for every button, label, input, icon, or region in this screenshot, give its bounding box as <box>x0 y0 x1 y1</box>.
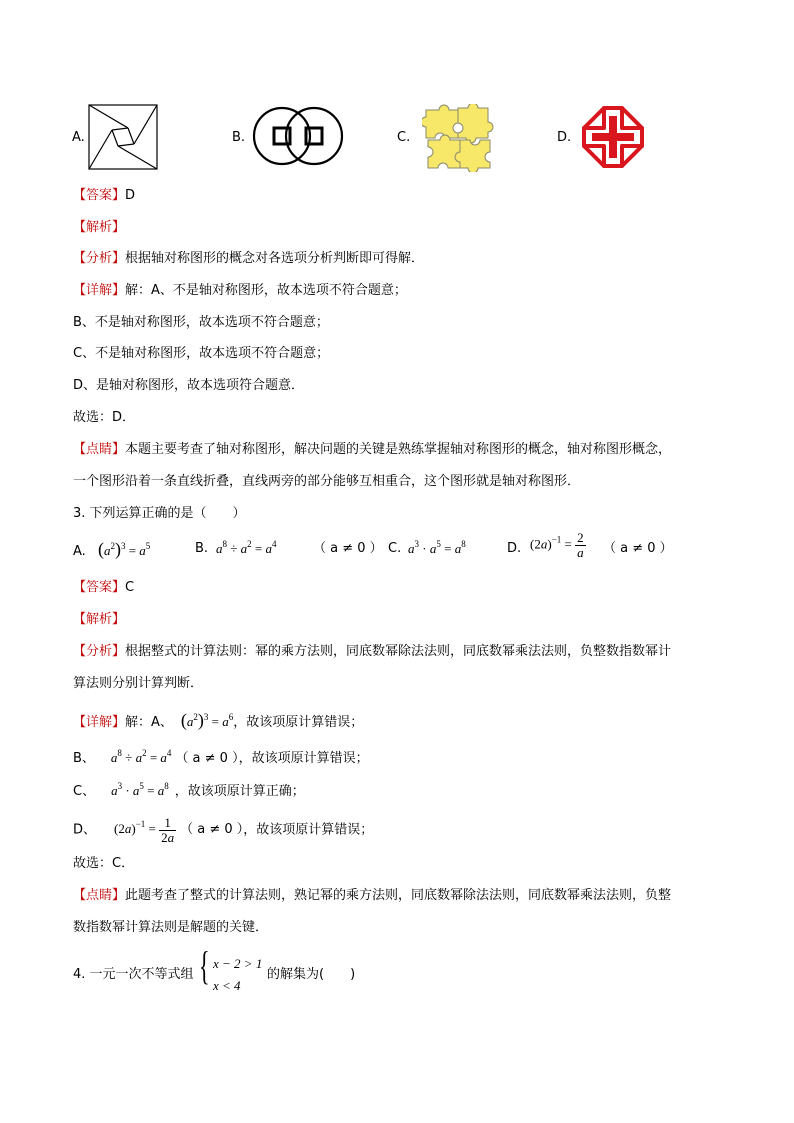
q3-detail-a-formula: $(a^2)^3 = a^6$ <box>180 710 234 730</box>
q2-detail-a: 解：A、不是轴对称图形，故本选项不符合题意； <box>125 283 407 298</box>
q2-choose: 故选：D． <box>73 410 136 425</box>
q2-answer-line <box>73 187 135 205</box>
fenxi-tag: 【分析】 <box>73 644 126 659</box>
q3-opt-b-cond: （ a ≠ 0 ） <box>313 541 383 556</box>
q3-detail-b-formula: $a^8 \div a^2 = a^4$ <box>110 748 172 765</box>
option-b-label: B. <box>232 130 246 145</box>
q4-brace: { <box>199 943 210 988</box>
q2-comment-line-2: 一个图形沿着一条直线折叠，直线两旁的部分能够互相重合，这个图形就是轴对称图形． <box>73 474 581 489</box>
q3-detail-d-cond: （ a ≠ 0 ） <box>180 822 244 838</box>
q3-detail-c-line <box>73 782 305 801</box>
jigsaw-puzzle-figure <box>422 104 494 172</box>
q3-fenxi-line-2: 算法则分别计算判断． <box>73 676 204 691</box>
q3-opt-a-formula: $(a^2)^3 = a^5$ <box>97 539 151 559</box>
q4-stem-post: 的解集为( ) <box>267 967 356 982</box>
q3-opt-c-formula: $a^3 \cdot a^5 = a^8$ <box>408 539 466 556</box>
q3-opt-a-label: A. <box>73 544 86 559</box>
q3-answer: C <box>125 580 135 595</box>
q3-fenxi-line-1 <box>73 643 671 661</box>
q2-answer: D <box>125 188 136 203</box>
q3-choose: 故选：C． <box>73 856 135 871</box>
q3-opt-d-label: D. <box>507 541 522 556</box>
q3-fenxi-text-1: 根据整式的计算法则：幂的乘方法则，同底数幂除法法则，同底数幂乘法法则，负整数指数幂计 <box>125 644 672 659</box>
comment-tag: 【点睛】 <box>73 442 126 457</box>
option-c-label: C. <box>397 130 411 145</box>
answer-tag: 【答案】 <box>73 580 126 595</box>
detail-tag: 【详解】 <box>73 283 126 298</box>
q3-detail-a-post: ，故该项原计算错误； <box>233 715 364 730</box>
q2-detail-c: C、不是轴对称图形，故本选项不符合题意； <box>73 346 330 361</box>
q3-detail-c-pre: C、 <box>73 784 96 799</box>
q3-detail-c-post: ，故该项原计算正确； <box>174 784 305 799</box>
q3-detail-d-pre: D、 <box>73 822 97 838</box>
q4-stem-pre: 4. 一元一次不等式组 <box>73 967 194 982</box>
comment-tag: 【点睛】 <box>73 888 126 903</box>
q3-detail-a-line <box>73 711 363 732</box>
q2-detail-line <box>73 282 407 300</box>
answer-tag: 【答案】 <box>73 188 126 203</box>
q3-detail-d-post: ，故该项原计算错误； <box>243 822 374 838</box>
q3-comment-text-1: 此题考查了整式的计算法则，熟记幂的乘方法则，同底数幂除法法则，同底数幂乘法法则，负整 <box>125 888 672 903</box>
q3-answer-line <box>73 579 134 597</box>
linked-coins-figure <box>252 104 346 168</box>
q2-fenxi-line <box>73 250 424 268</box>
red-cross-emblem-figure <box>582 106 644 168</box>
q3-options-row <box>73 530 713 561</box>
q3-detail-d-formula: $(2a)^{-1}$ = $\frac{1}{2a}$ <box>114 815 175 845</box>
q3-opt-d-cond: （ a ≠ 0 ） <box>603 541 673 556</box>
q3-opt-b-formula: $a^8 \div a^2 = a^4$ <box>216 539 277 556</box>
pinwheel-square-figure <box>88 104 158 170</box>
q2-detail-d: D、是轴对称图形，故本选项符合题意． <box>73 378 305 393</box>
q3-opt-d-formula: $(2a)^{-1}$ = $\frac{2}{a}$ <box>530 530 584 560</box>
q4-inequality-2: x < 4 <box>213 978 241 993</box>
q3-detail-c-formula: $a^3 \cdot a^5 = a^8$ <box>111 781 169 798</box>
q2-analysis-tag: 【解析】 <box>73 220 126 235</box>
option-a-label: A. <box>72 130 85 145</box>
q2-comment-text-1: 本题主要考查了轴对称图形，解决问题的关键是熟练掌握轴对称图形的概念，轴对称图形概念， <box>125 442 672 457</box>
q2-fenxi-text: 根据轴对称图形的概念对各选项分析判断即可得解． <box>125 251 425 266</box>
q3-detail-b-line <box>73 749 369 768</box>
q3-detail-b-cond: （ a ≠ 0 ） <box>175 751 239 766</box>
q3-analysis-tag: 【解析】 <box>73 612 126 627</box>
q3-comment-line-2: 数指数幂计算法则是解题的关键． <box>73 920 269 935</box>
q3-detail-b-post: ，故该项原计算错误； <box>238 751 369 766</box>
option-d-label: D. <box>557 130 572 145</box>
q3-stem: 3. 下列运算正确的是（ ） <box>73 506 246 521</box>
q2-detail-b: B、不是轴对称图形，故本选项不符合题意； <box>73 315 329 330</box>
q3-comment-line-1 <box>73 887 671 905</box>
q4-inequality-1: x − 2 > 1 <box>213 956 263 971</box>
q3-opt-c-label: C. <box>388 541 402 556</box>
q2-comment-line-1 <box>73 441 671 459</box>
q3-opt-b-label: B. <box>195 541 209 556</box>
fenxi-tag: 【分析】 <box>73 251 126 266</box>
q3-detail-a-pre: 解：A、 <box>125 715 173 730</box>
q3-detail-b-pre: B、 <box>73 751 95 766</box>
detail-tag: 【详解】 <box>73 715 126 730</box>
q3-detail-d-line <box>73 816 373 845</box>
